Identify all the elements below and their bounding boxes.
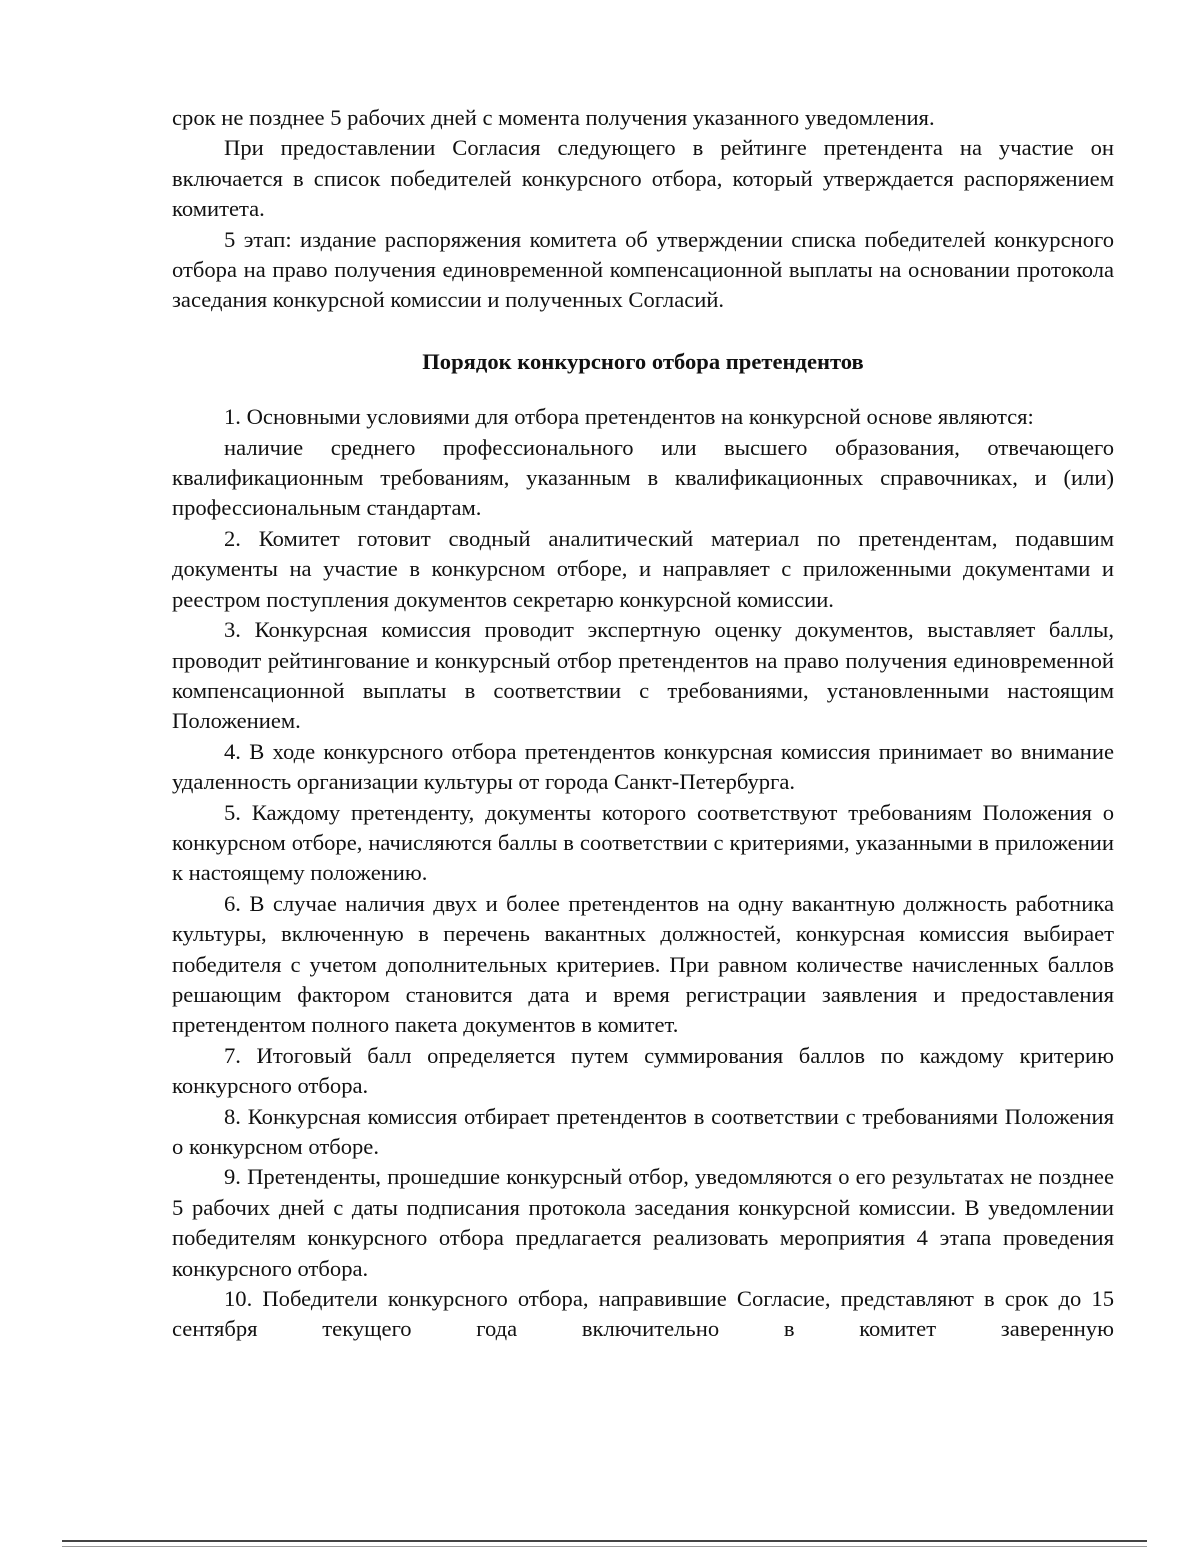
paragraph-continuation: срок не позднее 5 рабочих дней с момента получения указанного уведомления. [172,105,935,130]
paragraph-item-4: 4. В ходе конкурсного отбора претендентов конкурсная комиссия принимает во внимание удаленность организации культуры от города Санкт-Петербурга. [172,738,1114,795]
scan-bottom-edge-shadow [62,1546,1147,1547]
paragraph-item-8: 8. Конкурсная комиссия отбирает претендентов в соответствии с требованиями Положения о конкурсном отборе. [172,1103,1114,1159]
section-heading: Порядок конкурсного отбора претендентов [422,348,864,374]
scan-bottom-edge [62,1540,1147,1542]
paragraph-item-7: 7. Итоговый балл определяется путем суммирования баллов по каждому критерию конкурсного отбора. [172,1042,1114,1099]
paragraph-stage-5: 5 этап: издание распоряжения комитета об утверждении списка победителей конкурсного отбора на право получения единовременной компенсационной выплаты на основании протокола заседания конкурсной комиссии и полученных Согласий. [172,226,1114,313]
paragraph-item-9: 9. Претенденты, прошедшие конкурсный отбор, уведомляются о его результатах не позднее 5 рабочих дней с даты подписания протокола заседания конкурсной комиссии. В уведомлении победителям конкурсного отбора предлагается реализовать мероприятия 4 этапа проведения конкурсного отбора. [172,1164,1114,1281]
paragraph-consent-rating: При предоставлении Согласия следующего в рейтинге претендента на участие он включается в список победителей конкурсного отбора, который утверждается распоряжением комитета. [172,135,1114,222]
paragraph-item-2: 2. Комитет готовит сводный аналитический материал по претендентам, подавшим документы на участие в конкурсном отборе, и направляет с приложенными документами и реестром поступления документов секретарю конкурсной комиссии. [172,525,1114,612]
paragraph-item-3: 3. Конкурсная комиссия проводит экспертную оценку документов, выставляет баллы, проводит рейтингование и конкурсный отбор претендентов на право получения единовременной компенсационной выплаты в соответствии с требованиями, установленными настоящим Положением. [172,617,1114,734]
document-page [172,103,1114,1345]
paragraph-item-6: 6. В случае наличия двух и более претендентов на одну вакантную должность работника культуры, включенную в перечень вакантных должностей, конкурсная комиссия выбирает победителя с учетом дополнительных критериев. При равном количестве начисленных баллов решающим фактором становится дата и время регистрации заявления и предоставления претендентом полного пакета документов в комитет. [172,890,1114,1038]
paragraph-item-10: 10. Победители конкурсного отбора, направившие Согласие, представляют в срок до 15 сентября текущего года включительно в комитет заверенную [172,1286,1114,1342]
paragraph-education-condition: наличие среднего профессионального или высшего образования, отвечающего квалификационным требованиям, указанным в квалификационных справочниках, и (или) профессиональным стандартам. [172,434,1114,521]
paragraph-item-1: 1. Основными условиями для отбора претендентов на конкурсной основе являются: [224,404,1034,430]
paragraph-item-5: 5. Каждому претенденту, документы которого соответствуют требованиям Положения о конкурсном отборе, начисляются баллы в соответствии с критериями, указанными в приложении к настоящему положению. [172,799,1114,886]
